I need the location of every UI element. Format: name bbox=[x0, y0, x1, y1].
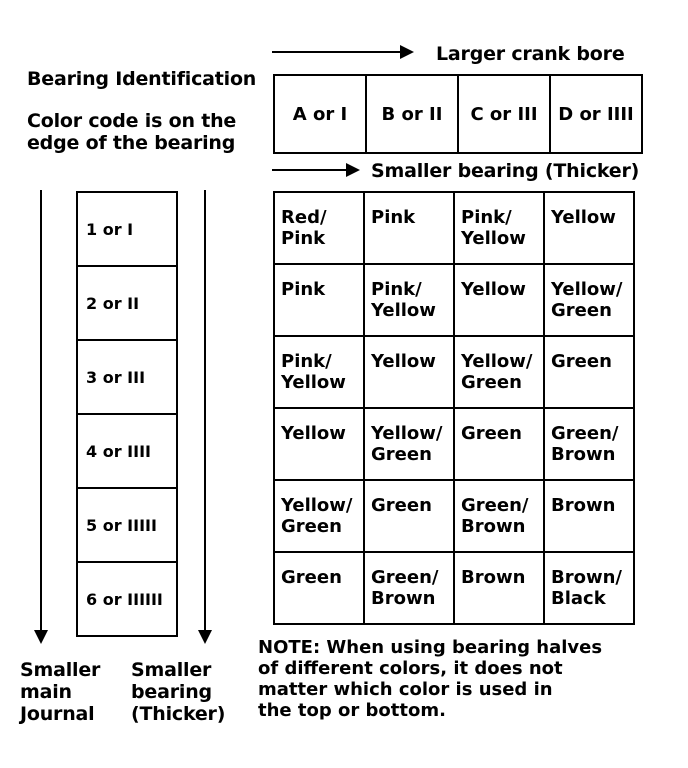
color-cell: Green/ Brown bbox=[454, 480, 544, 552]
journal-code-table bbox=[76, 191, 178, 637]
color-cell: Yellow/ Green bbox=[274, 480, 364, 552]
color-cell: Yellow/ Green bbox=[454, 336, 544, 408]
smaller-bearing-thicker-label: Smaller bearing (Thicker) bbox=[131, 659, 226, 725]
journal-code-4: 4 or IIII bbox=[77, 414, 177, 488]
journal-code-1: 1 or I bbox=[77, 192, 177, 266]
color-cell: Pink/ Yellow bbox=[274, 336, 364, 408]
color-cell: Green bbox=[454, 408, 544, 480]
color-code-note: Color code is on the edge of the bearing bbox=[27, 110, 237, 154]
smaller-bearing-label: Smaller bearing (Thicker) bbox=[371, 160, 640, 182]
journal-code-3: 3 or III bbox=[77, 340, 177, 414]
color-cell: Pink/ Yellow bbox=[364, 264, 454, 336]
smaller-bearing-arrow-vertical bbox=[204, 190, 206, 642]
color-cell: Yellow bbox=[364, 336, 454, 408]
bore-code-table bbox=[273, 74, 643, 154]
bearing-color-note: NOTE: When using bearing halves of different colors, it does not matter which color is used in the top or bottom. bbox=[258, 637, 603, 721]
color-cell: Pink/ Yellow bbox=[454, 192, 544, 264]
bore-code-a: A or I bbox=[274, 75, 366, 153]
bearing-color-table bbox=[273, 191, 635, 625]
color-cell: Pink bbox=[274, 264, 364, 336]
color-cell: Brown bbox=[454, 552, 544, 624]
color-cell: Green/ Brown bbox=[544, 408, 634, 480]
color-cell: Red/ Pink bbox=[274, 192, 364, 264]
color-cell: Pink bbox=[364, 192, 454, 264]
color-cell: Brown bbox=[544, 480, 634, 552]
journal-code-6: 6 or IIIIII bbox=[77, 562, 177, 636]
smaller-main-journal-arrow bbox=[40, 190, 42, 642]
bore-code-c: C or III bbox=[458, 75, 550, 153]
color-cell: Green bbox=[364, 480, 454, 552]
bore-code-b: B or II bbox=[366, 75, 458, 153]
color-cell: Green/ Brown bbox=[364, 552, 454, 624]
larger-crank-bore-label: Larger crank bore bbox=[436, 43, 625, 65]
smaller-bearing-arrow-horizontal bbox=[272, 169, 358, 171]
color-cell: Yellow/ Green bbox=[364, 408, 454, 480]
color-cell: Green bbox=[544, 336, 634, 408]
color-cell: Brown/ Black bbox=[544, 552, 634, 624]
journal-code-2: 2 or II bbox=[77, 266, 177, 340]
color-cell: Yellow/ Green bbox=[544, 264, 634, 336]
color-cell: Green bbox=[274, 552, 364, 624]
bore-code-d: D or IIII bbox=[550, 75, 642, 153]
bearing-identification-title: Bearing Identification bbox=[27, 68, 257, 90]
color-cell: Yellow bbox=[274, 408, 364, 480]
smaller-main-journal-label: Smaller main Journal bbox=[20, 659, 101, 725]
journal-code-5: 5 or IIIII bbox=[77, 488, 177, 562]
color-cell: Yellow bbox=[544, 192, 634, 264]
color-cell: Yellow bbox=[454, 264, 544, 336]
larger-crank-bore-arrow bbox=[272, 51, 412, 53]
